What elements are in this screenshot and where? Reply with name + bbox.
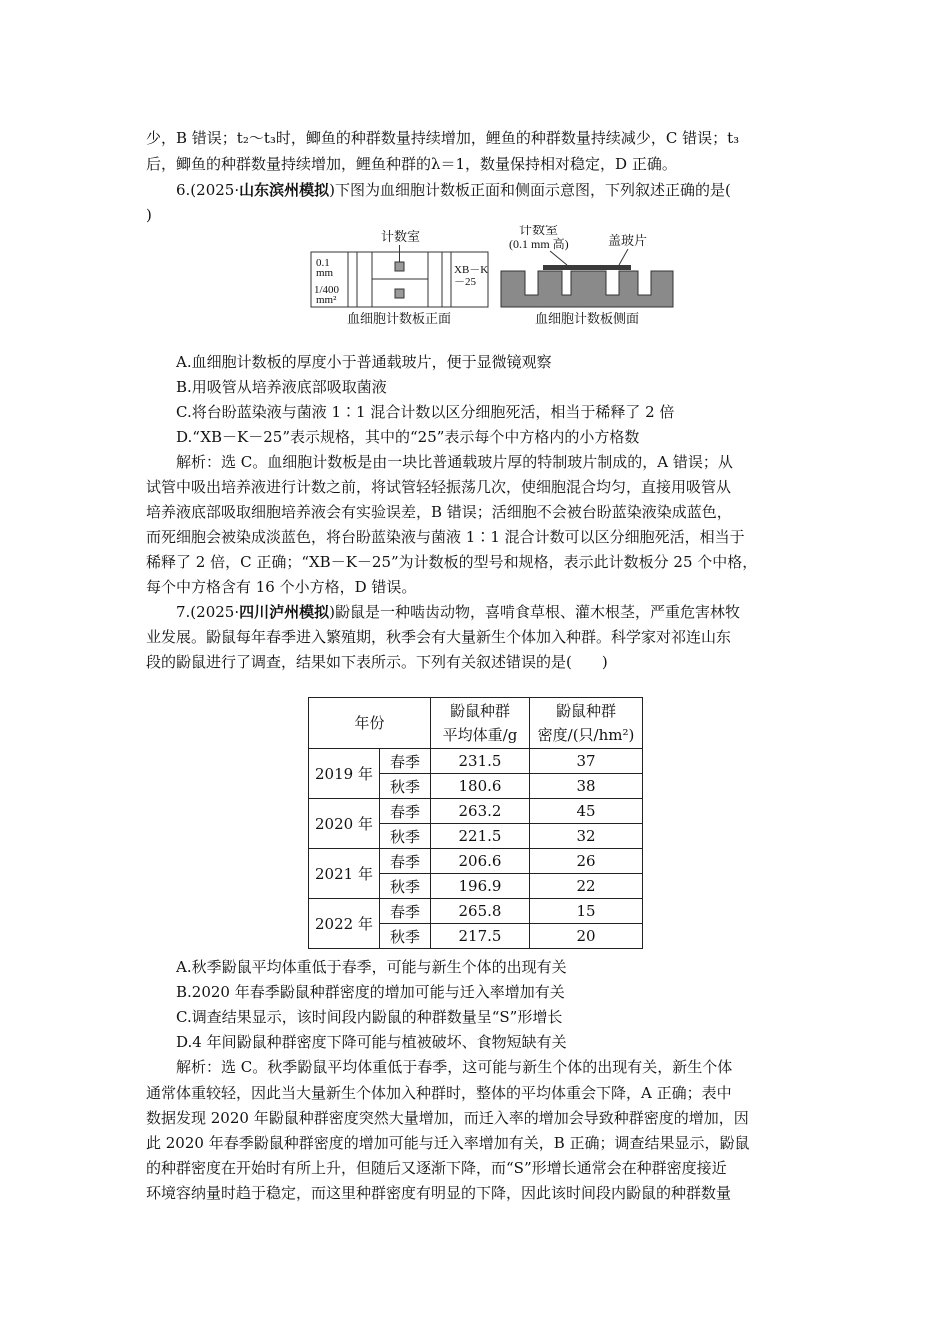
table-row bbox=[309, 799, 643, 824]
weight-cell: 206.6 bbox=[431, 849, 530, 874]
hemocytometer-diagram bbox=[305, 225, 675, 330]
q6-analysis-line: 每个中方格含有 16 个小方格，D 错误。 bbox=[146, 578, 417, 596]
q7-option-c: C.调查结果显示，该时间段内鼢鼠的种群数量呈“S”形增长 bbox=[176, 1008, 563, 1026]
density-cell: 15 bbox=[530, 899, 643, 924]
model-label-1: XB－K bbox=[454, 264, 489, 276]
side-caption: 血细胞计数板侧面 bbox=[535, 311, 640, 326]
season-cell: 春季 bbox=[380, 899, 431, 924]
front-counting-label: 计数室 bbox=[381, 229, 421, 244]
q7-option-b: B.2020 年春季鼢鼠种群密度的增加可能与迁入率增加有关 bbox=[176, 983, 565, 1001]
cover-glass-label: 盖玻片 bbox=[608, 233, 648, 248]
density-cell: 38 bbox=[530, 774, 643, 799]
q7-analysis-line: 环境容纳量时趋于稳定，而这里种群密度有明显的下降，因此该时间段内鼢鼠的种群数量 bbox=[146, 1184, 732, 1202]
weight-cell: 196.9 bbox=[431, 874, 530, 899]
weight-cell: 265.8 bbox=[431, 899, 530, 924]
area-value: 1/400 bbox=[314, 284, 340, 296]
q7-stem-line: 段的鼢鼠进行了调查，结果如下表所示。下列有关叙述错误的是( ) bbox=[146, 653, 608, 671]
side-counting-label: 计数室 bbox=[519, 225, 559, 237]
q6-analysis-line: 试管中吸出培养液进行计数之前，将试管轻轻振荡几次，使细胞混合均匀，直接用吸管从 bbox=[146, 478, 732, 496]
year-cell: 2020 年 bbox=[309, 799, 380, 849]
q7-stem bbox=[176, 602, 818, 622]
q7-option-a: A.秋季鼢鼠平均体重低于春季，可能与新生个体的出现有关 bbox=[176, 958, 567, 976]
text-line: 后，鲫鱼的种群数量持续增加，鲤鱼种群的λ＝1，数量保持相对稳定，D 正确。 bbox=[146, 155, 677, 173]
density-cell: 26 bbox=[530, 849, 643, 874]
pointer-line bbox=[619, 249, 628, 265]
density-cell: 45 bbox=[530, 799, 643, 824]
year-cell: 2021 年 bbox=[309, 849, 380, 899]
q7-analysis-line: 此 2020 年春季鼢鼠种群密度的增加可能与迁入率增加有关，B 正确；调查结果显示，鼢鼠 bbox=[146, 1134, 750, 1152]
hemocytometer-figure bbox=[305, 225, 675, 330]
header-year: 年份 bbox=[309, 698, 431, 749]
density-cell: 32 bbox=[530, 824, 643, 849]
depth-value: 0.1 bbox=[316, 257, 330, 269]
q6-number: 6.(2025· bbox=[176, 181, 240, 199]
weight-cell: 217.5 bbox=[431, 924, 530, 949]
q6-option-d: D.“XB－K－25”表示规格，其中的“25”表示每个中方格内的小方格数 bbox=[176, 428, 640, 446]
density-cell: 20 bbox=[530, 924, 643, 949]
header-weight-line1: 鼢鼠种群 bbox=[449, 702, 510, 720]
q7-analysis-line: 数据发现 2020 年鼢鼠种群密度突然大量增加，而迁入率的增加会导致种群密度的增加，因 bbox=[146, 1109, 749, 1127]
q7-option-d: D.4 年间鼢鼠种群密度下降可能与植被破坏、食物短缺有关 bbox=[176, 1033, 567, 1051]
mole-rat-data-table bbox=[308, 697, 643, 949]
season-cell: 春季 bbox=[380, 799, 431, 824]
season-cell: 春季 bbox=[380, 849, 431, 874]
season-cell: 秋季 bbox=[380, 874, 431, 899]
season-cell: 春季 bbox=[380, 749, 431, 774]
density-cell: 37 bbox=[530, 749, 643, 774]
q6-analysis-line: 解析：选 C。血细胞计数板是由一块比普通载玻片厚的特制玻片制成的，A 错误；从 bbox=[176, 453, 733, 471]
model-label-2: －25 bbox=[454, 276, 476, 288]
text-line: 少，B 错误；t₂～t₃时，鲫鱼的种群数量持续增加，鲤鱼的种群数量持续减少，C 错误；t₃ bbox=[146, 129, 740, 147]
q7-analysis-line: 解析：选 C。秋季鼢鼠平均体重低于春季，这可能与新生个体的出现有关，新生个体 bbox=[176, 1058, 733, 1076]
season-cell: 秋季 bbox=[380, 774, 431, 799]
q6-option-c: C.将台盼蓝染液与菌液 1∶1 混合计数以区分细胞死活，相当于稀释了 2 倍 bbox=[176, 403, 675, 421]
year-cell: 2019 年 bbox=[309, 749, 380, 799]
q6-analysis-line: 而死细胞会被染成淡蓝色，将台盼蓝染液与菌液 1∶1 混合计数可以区分细胞死活，相当于 bbox=[146, 528, 745, 546]
header-weight bbox=[431, 698, 530, 749]
season-cell: 秋季 bbox=[380, 824, 431, 849]
header-density-line2: 密度/(只/hm²) bbox=[537, 726, 635, 744]
header-density-line1: 鼢鼠种群 bbox=[555, 702, 616, 720]
q7-stem-text: )鼢鼠是一种啮齿动物，喜啃食草根、灌木根茎，严重危害林牧 bbox=[329, 603, 740, 621]
q7-number: 7.(2025· bbox=[176, 603, 240, 621]
front-caption: 血细胞计数板正面 bbox=[347, 311, 452, 326]
table-row bbox=[309, 749, 643, 774]
pointer-line bbox=[550, 251, 567, 265]
header-density bbox=[530, 698, 643, 749]
q6-analysis-line: 稀释了 2 倍，C 正确；“XB－K－25”为计数板的型号和规格，表示此计数板分 25 个中格， bbox=[146, 553, 758, 571]
q6-analysis-line: 培养液底部吸取细胞培养液会有实验误差，B 错误；活细胞不会被台盼蓝染液染成蓝色， bbox=[146, 503, 732, 521]
side-height-label: (0.1 mm 高) bbox=[509, 237, 569, 251]
q6-option-b: B.用吸管从培养液底部吸取菌液 bbox=[176, 378, 387, 396]
density-cell: 22 bbox=[530, 874, 643, 899]
q7-analysis-line: 的种群密度在开始时有所上升，但随后又逐渐下降，而“S”形增长通常会在种群密度接近 bbox=[146, 1159, 727, 1177]
header-weight-line2: 平均体重/g bbox=[442, 726, 518, 744]
q6-option-a: A.血细胞计数板的厚度小于普通载玻片，便于显微镜观察 bbox=[176, 353, 552, 371]
cover-glass bbox=[543, 265, 631, 270]
q6-stem-text: )下图为血细胞计数板正面和侧面示意图，下列叙述正确的是( bbox=[329, 181, 731, 199]
side-slide bbox=[501, 271, 673, 307]
weight-cell: 221.5 bbox=[431, 824, 530, 849]
q7-analysis-line: 通常体重较轻，因此当大量新生个体加入种群时，整体的平均体重会下降，A 正确；表中 bbox=[146, 1084, 732, 1102]
counting-grid-bottom bbox=[395, 289, 404, 298]
table-row bbox=[309, 849, 643, 874]
year-cell: 2022 年 bbox=[309, 899, 380, 949]
q6-stem-end: ) bbox=[146, 206, 152, 224]
area-unit: mm² bbox=[316, 294, 337, 306]
weight-cell: 231.5 bbox=[431, 749, 530, 774]
q6-stem bbox=[176, 180, 818, 200]
table-header-row bbox=[309, 698, 643, 749]
table-row bbox=[309, 899, 643, 924]
q7-stem-line: 业发展。鼢鼠每年春季进入繁殖期，秋季会有大量新生个体加入种群。科学家对祁连山东 bbox=[146, 628, 732, 646]
weight-cell: 180.6 bbox=[431, 774, 530, 799]
season-cell: 秋季 bbox=[380, 924, 431, 949]
q7-source: 四川泸州模拟 bbox=[239, 603, 330, 621]
weight-cell: 263.2 bbox=[431, 799, 530, 824]
q6-source: 山东滨州模拟 bbox=[239, 181, 330, 199]
counting-grid-top bbox=[395, 262, 404, 271]
depth-unit: mm bbox=[316, 267, 334, 279]
